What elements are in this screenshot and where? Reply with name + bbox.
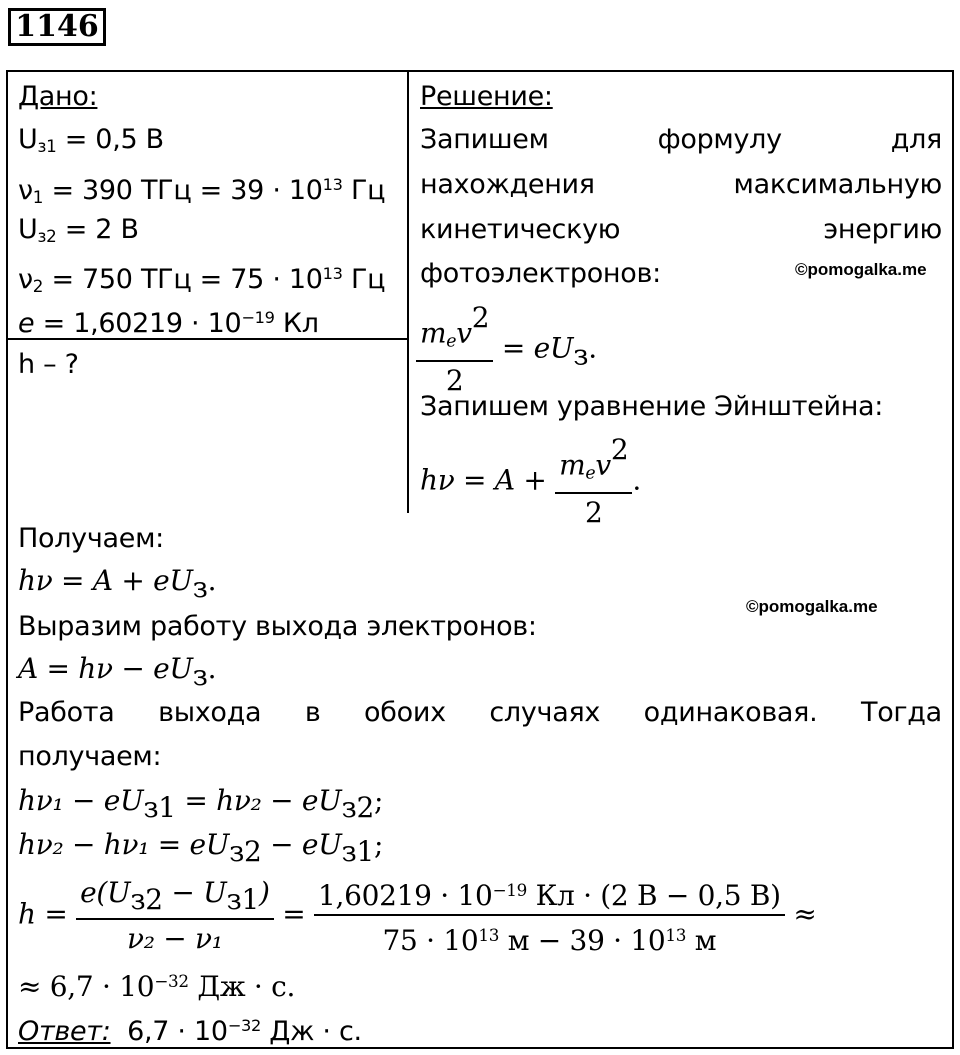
solution-line-3: кинетическую энергию [420,214,942,245]
formula-f3: $h\nu = A + eU_з$. [18,564,217,604]
solution-line-1: Запишем формулу для [420,124,942,155]
given-e: $e = 1,60219 \cdot 10^{-19}$ Кл [18,307,319,339]
result-line: ≈ $6,7 \cdot 10^{-32}$ Дж · с. [18,970,296,1004]
column-divider [407,70,409,513]
solution-line-5: Запишем уравнение Эйнштейна: [420,391,884,422]
formula-f6: $h\nu_2 - h\nu_1 = eU_{з2} - eU_{з1}$; [18,828,384,868]
express-text: Выразим работу выхода электронов: [18,611,537,642]
get-text: Получаем: [18,523,164,554]
formula-kinetic: $\frac{m_ev^2}{2}$ = $eU_з$. [416,300,597,400]
given-title: Дано: [18,81,98,112]
formula-einstein: hν = A + $\frac{m_ev^2}{2}$ . [420,433,642,529]
watermark: ©pomogalka.me [795,260,927,279]
solution-line-4: фотоэлектронов: [420,258,661,289]
watermark: ©pomogalka.me [746,597,878,616]
find-h: h – ? [18,349,79,380]
formula-h: h = $\frac{e(U_{з2} - U_{з1})}{\text{ν₂ − ν₁}}$ = $\frac{1,60219 \cdot 10^{-19} Кл \cdot (2 В - 0,5 В)}{75 \cdot 10^{13} м - 39 \cdot 10^{13} м}$ ≈ [18,872,817,960]
answer-label: Ответ: [18,1015,111,1047]
given-nu1: $\nu_1 = 390$ ТГц = $39 \cdot 10^{13}$ Гц [18,174,386,208]
given-u2: $U_{з2} = 2$ В [18,214,139,247]
work-line-2: получаем: [18,741,162,772]
given-nu2: $\nu_2 = 750$ ТГц = $75 \cdot 10^{13}$ Гц [18,263,386,297]
solution-line-2: нахождения максимальную [420,169,942,200]
formula-f4: $A = h\nu - eU_з$. [18,652,217,692]
solution-title: Решение: [420,81,553,112]
answer-line: Ответ: $6,7 \cdot 10^{-32}$ Дж · с. [18,1015,362,1047]
work-line: Работа выхода в обоих случаях одинаковая. Тогда [18,697,942,728]
problem-number: 1146 [8,8,106,46]
formula-f5: $h\nu_1 - eU_{з1} = h\nu_2 - eU_{з2}$; [18,784,384,824]
given-u1: $U_{з1} = 0,5$ В [18,124,164,157]
